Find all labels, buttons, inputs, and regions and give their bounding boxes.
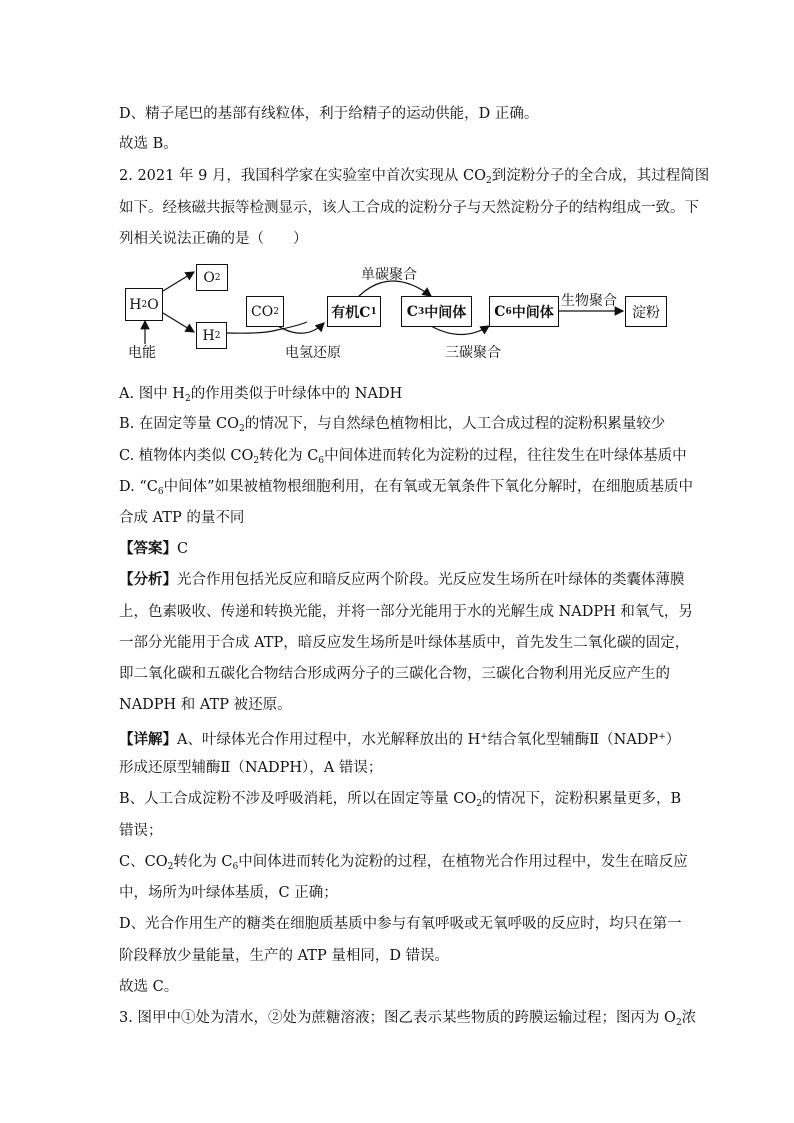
detail-a-line2: 形成还原型辅酶Ⅱ（NADPH），A 错误； [119, 760, 383, 776]
answer-tag: 【答案】 [119, 540, 177, 557]
detail-c-line2: 中，场所为叶绿体基质，C 正确； [119, 885, 338, 901]
organic-c1-box: 有机C 1 [327, 296, 381, 327]
answer-line [119, 539, 188, 559]
q2-stem-line2: 如下。经核磁共振等检测显示，该人工合成的淀粉分子与天然淀粉分子的结构组成一致。下 [119, 200, 699, 216]
option-d-line2: 合成 ATP 的量不同 [119, 510, 245, 526]
biological-polymerization-label: 生物聚合 [561, 293, 617, 309]
analysis-line4: 即二氧化碳和五碳化合物结合形成两分子的三碳化合物，三碳化合物利用光反应产生的 [119, 666, 670, 682]
analysis-line2: 上，色素吸收、传递和转换光能，并将一部分光能用于水的光解生成 NADPH 和氧气，另 [119, 604, 693, 620]
detail-a-line1: 【详解】A、叶绿体光合作用过程中，水光解释放出的 H+结合氧化型辅酶Ⅱ（NADP+） [119, 731, 681, 748]
detail-tag: 【详解】 [119, 731, 177, 748]
starch-box: 淀粉 [625, 296, 667, 327]
analysis-line1: 【分析】光合作用包括光反应和暗反应两个阶段。光反应发生场所在叶绿体的类囊体薄膜 [119, 571, 685, 588]
analysis-line3: 一部分光能用于合成 ATP，暗反应发生场所是叶绿体基质中，首先发生二氧化碳的固定， [119, 635, 690, 651]
h2o-box: H 2 O [125, 288, 163, 321]
q3-stem-line1: 3. 图甲中①处为清水，②处为蔗糖溶液；图乙表示某些物质的跨膜运输过程；图丙为 $O_2$浓 [119, 1010, 697, 1028]
answer-value: C [177, 541, 189, 557]
detail-d-line1: D、光合作用生产的糖类在细胞质基质中参与有氧呼吸或无氧呼吸的反应时，均只在第一 [119, 916, 682, 932]
c6-intermediate-box: C 6 中间体 [489, 296, 559, 327]
option-a: A. 图中 $H_2$的作用类似于叶绿体中的 NADH [119, 386, 403, 404]
option-d-line1: D. “$C_6$中间体”如果被植物根细胞利用，在有氧或无氧条件下氧化分解时，在细胞质基质中 [119, 479, 693, 497]
detail-b-line2: 错误； [119, 823, 163, 839]
option-b: B. 在固定等量 $CO_2$的情况下，与自然绿色植物相比，人工合成过程的淀粉积累量较少 [119, 416, 666, 434]
detail-conclusion: 故选 C。 [119, 979, 179, 995]
h2-box: H 2 [196, 322, 227, 349]
detail-d-line2: 阶段释放少量能量，生产的 ATP 量相同，D 错误。 [119, 948, 450, 964]
three-carbon-polymerization-label: 三碳聚合 [445, 345, 501, 361]
option-c: C. 植物体内类似 $CO_2$转化为 $C_6$中间体进而转化为淀粉的过程，往往发生在叶绿体基质中 [119, 448, 687, 466]
electro-hydrogen-reduction-label: 电氢还原 [285, 345, 341, 361]
q2-stem-line3: 列相关说法正确的是（ ） [119, 231, 308, 247]
single-carbon-polymerization-label: 单碳聚合 [361, 267, 417, 283]
o2-box: O 2 [196, 264, 228, 291]
starch-synthesis-diagram [119, 258, 679, 368]
q2-stem-line1: 2. 2021 年 9 月，我国科学家在实验室中首次实现从 $CO_2$到淀粉分子的全合成，其过程简图 [119, 168, 710, 186]
prev-conclusion: 故选 B。 [119, 136, 178, 152]
detail-c-line1: C、$CO_2$转化为 $C_6$中间体进而转化为淀粉的过程，在植物光合作用过程中，发生在暗反应 [119, 854, 688, 872]
electric-energy-label: 电能 [128, 345, 156, 361]
analysis-tag: 【分析】 [119, 571, 177, 588]
analysis-line5: NADPH 和 ATP 被还原。 [119, 697, 292, 713]
prev-answer-d: D、精子尾巴的基部有线粒体，利于给精子的运动供能，D 正确。 [119, 106, 539, 122]
detail-b-line1: B、人工合成淀粉不涉及呼吸消耗，所以在固定等量 $CO_2$的情况下，淀粉积累量更多，B [119, 791, 682, 809]
c3-intermediate-box: C 3 中间体 [401, 296, 472, 327]
co2-box: CO 2 [246, 296, 284, 327]
